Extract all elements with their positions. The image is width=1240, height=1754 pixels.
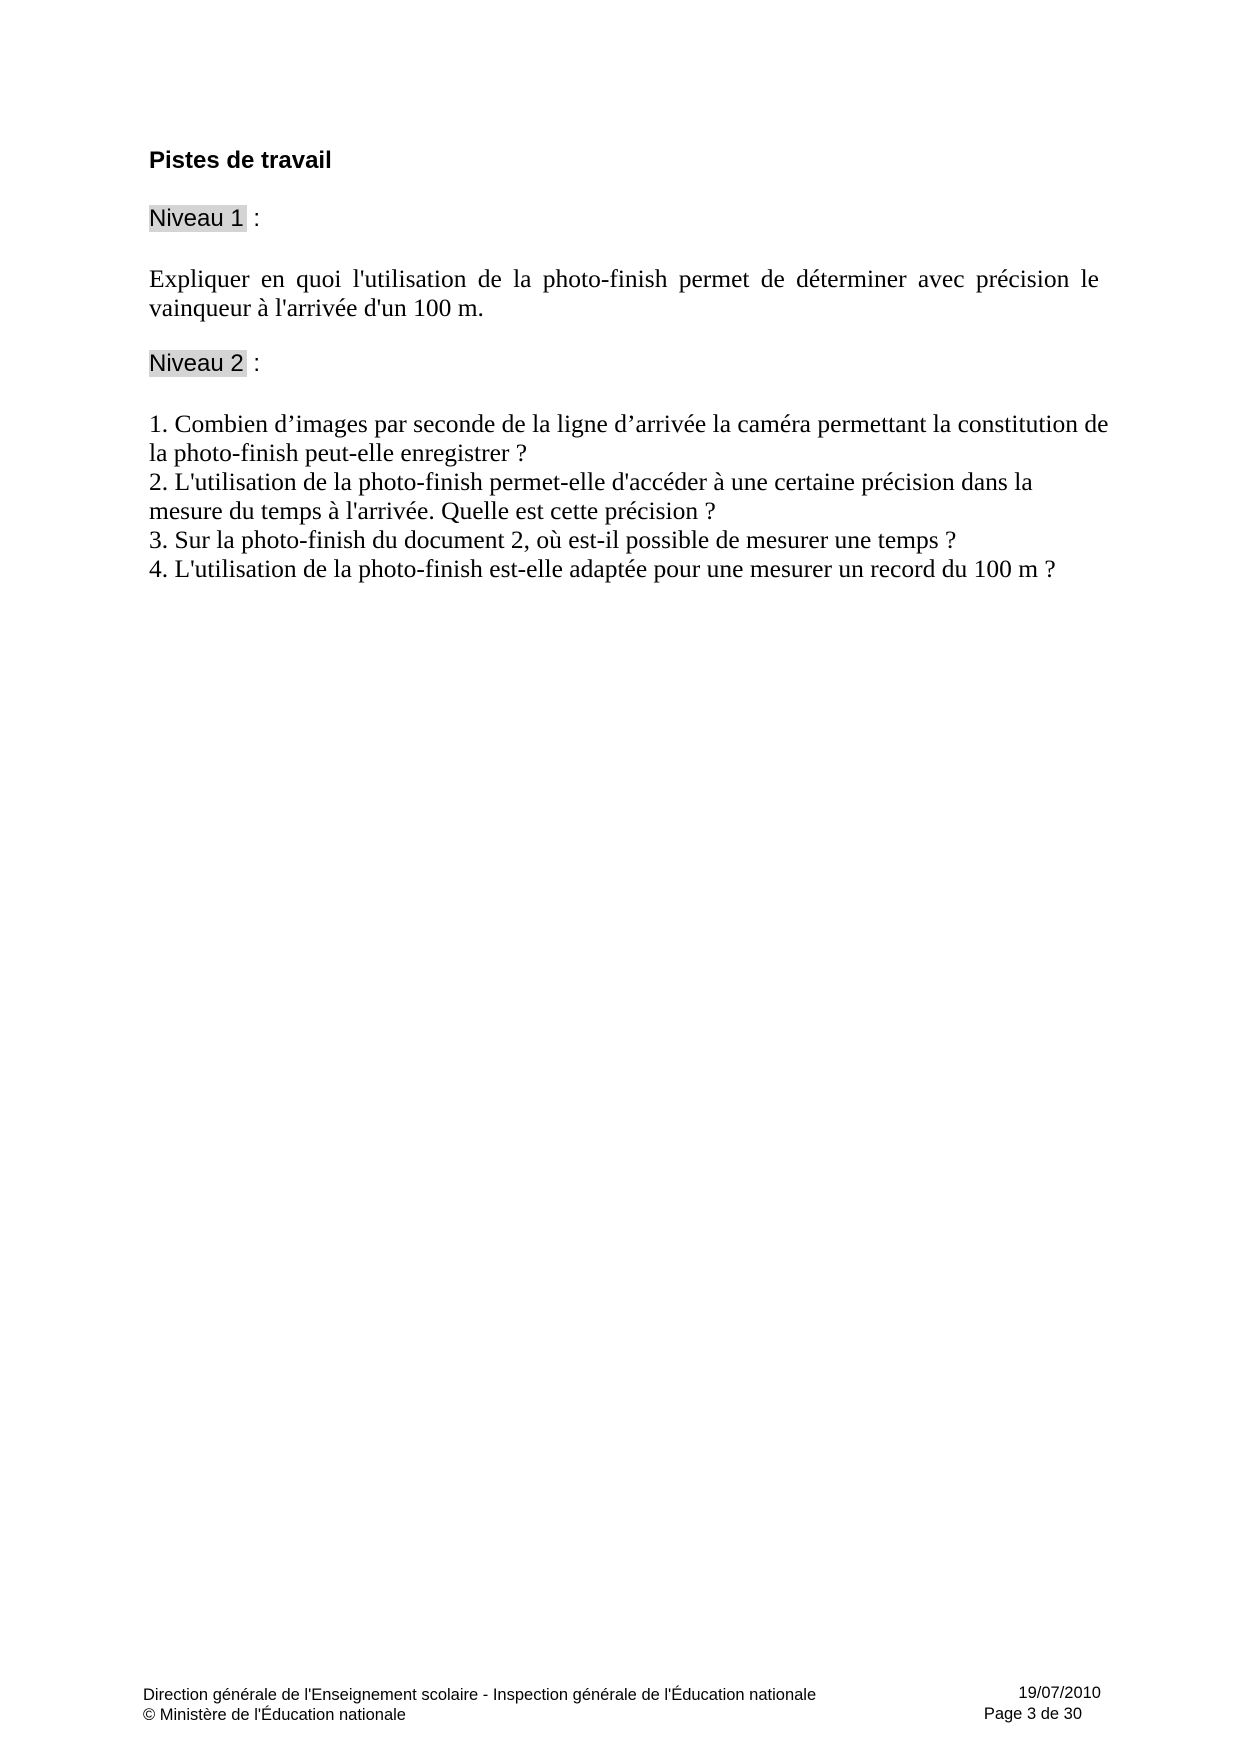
level-2-highlight: Niveau 2	[149, 350, 247, 377]
level-2-colon: :	[246, 350, 261, 377]
footer-page-number: Page 3 de 30	[983, 1705, 1082, 1723]
question-item: 1. Combien d’images par seconde de la ligne d’arrivée la caméra permettant la constitution de la photo-finish peut-elle enregistrer ?	[149, 409, 1109, 467]
level-2-questions	[149, 409, 1109, 583]
footer-copyright: © Ministère de l'Éducation nationale	[143, 1706, 406, 1724]
section-heading: Pistes de travail	[149, 147, 332, 174]
level-2-label	[149, 349, 260, 379]
question-item: 3. Sur la photo-finish du document 2, où est-il possible de mesurer une temps ?	[149, 525, 957, 554]
level-1-colon: :	[246, 205, 261, 232]
footer-direction: Direction générale de l'Enseignement scolaire - Inspection générale de l'Éducation nationale	[143, 1686, 817, 1704]
footer-meta	[963, 1683, 1103, 1725]
footer-date: 19/07/2010	[1018, 1684, 1101, 1702]
level-1-label	[149, 204, 260, 234]
footer-credits	[143, 1685, 816, 1725]
level-1-highlight: Niveau 1	[149, 205, 247, 232]
level-1-text: Expliquer en quoi l'utilisation de la photo-finish permet de déterminer avec précision le vainqueur à l'arrivée d'un 100 m.	[149, 264, 1099, 322]
question-item: 4. L'utilisation de la photo-finish est-elle adaptée pour une mesurer un record du 100 m ?	[149, 554, 1056, 583]
question-item: 2. L'utilisation de la photo-finish permet-elle d'accéder à une certaine précision dans la mesure du temps à l'arrivée. Quelle est cette précision ?	[149, 467, 1033, 525]
